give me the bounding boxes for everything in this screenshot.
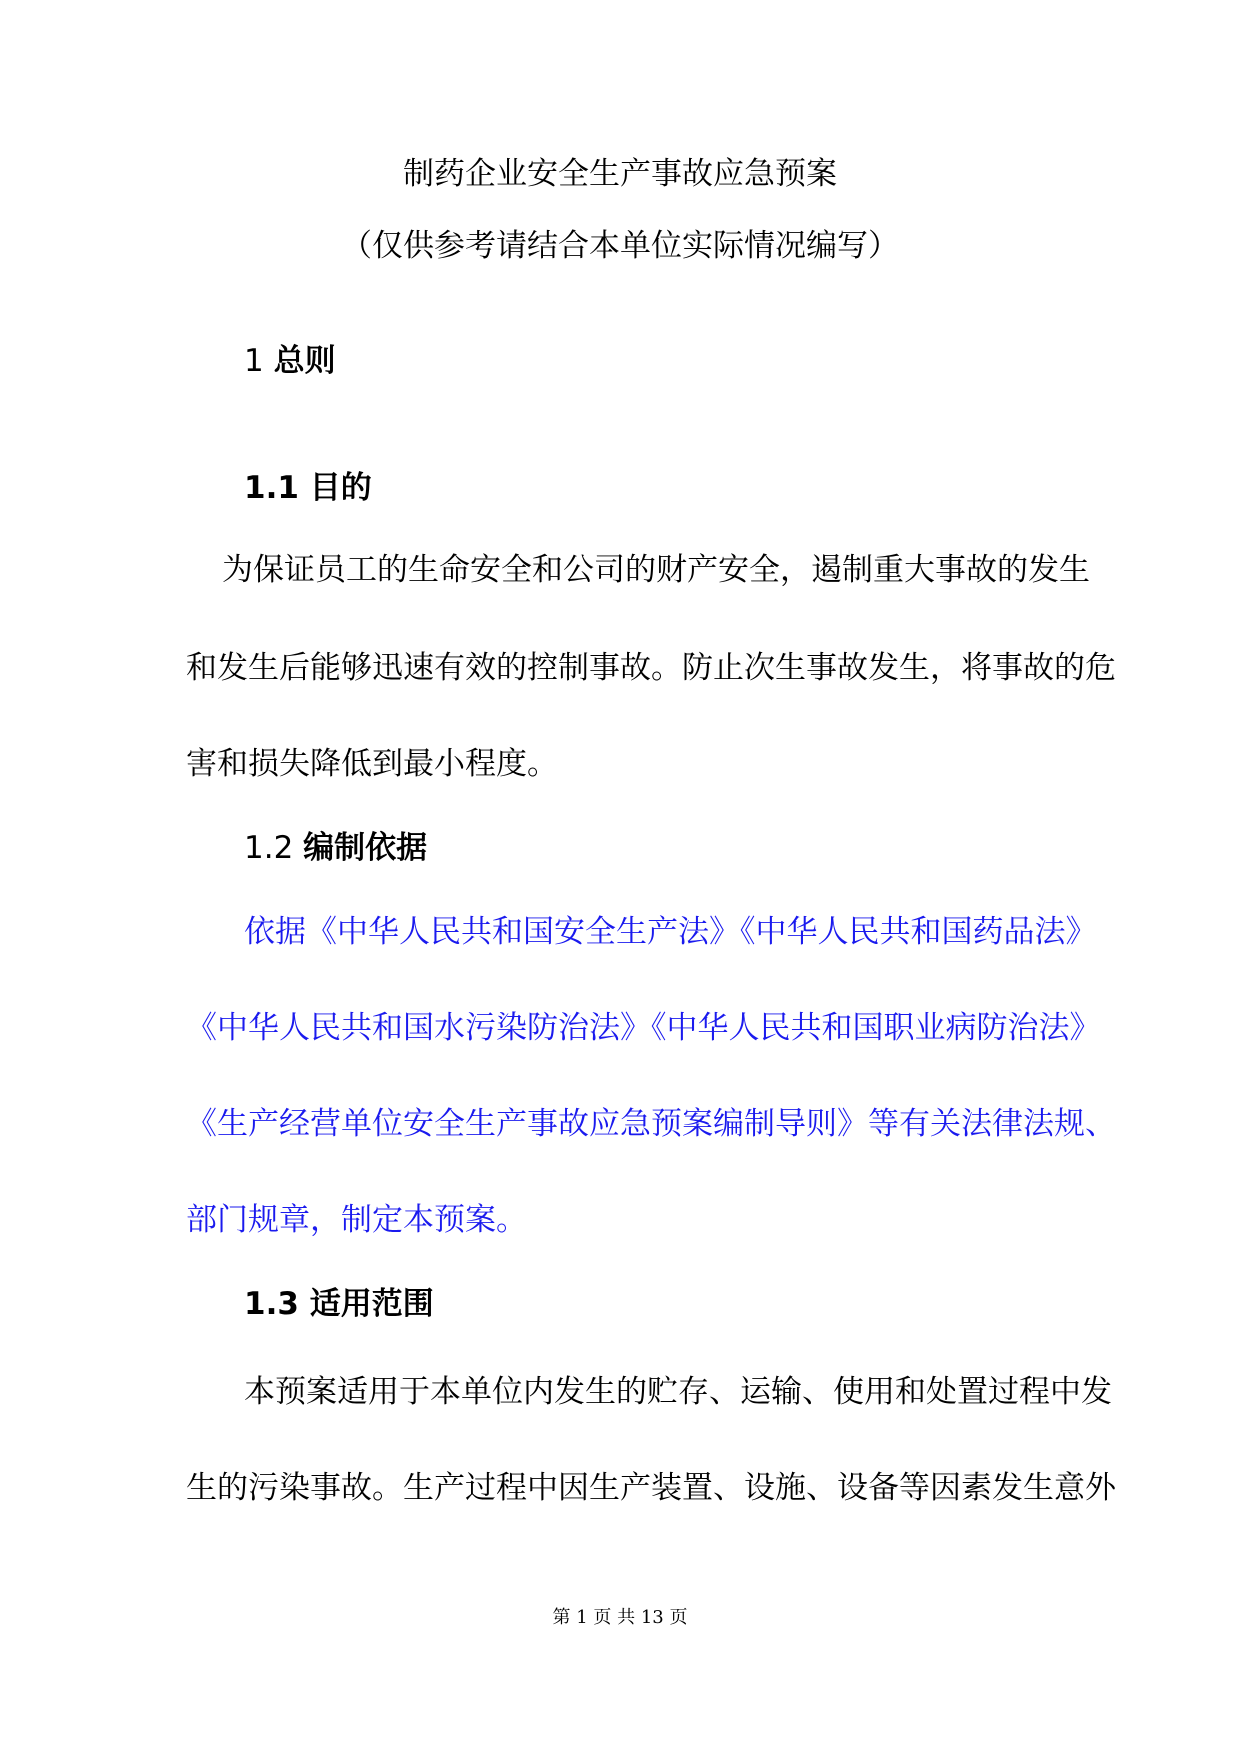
highlighted-paragraph-line: 依据《中华人民共和国安全生产法》《中华人民共和国药品法》: [244, 914, 1097, 950]
section-1-heading: [244, 341, 336, 381]
section-1-number: 1: [244, 343, 264, 379]
section-1-title: 总则: [273, 343, 336, 379]
section-1-1-heading: 1.1 目的: [244, 470, 372, 506]
paragraph-line: 为保证员工的生命安全和公司的财产安全，遏制重大事故的发生: [222, 552, 1090, 588]
paragraph-line: 本预案适用于本单位内发生的贮存、运输、使用和处置过程中发: [244, 1374, 1112, 1410]
paragraph-line: 害和损失降低到最小程度。: [186, 746, 558, 782]
section-1-3-heading: 1.3 适用范围: [244, 1286, 434, 1322]
paragraph-line: 生的污染事故。生产过程中因生产装置、设施、设备等因素发生意外: [186, 1470, 1116, 1506]
highlighted-paragraph-line: 部门规章，制定本预案。: [186, 1202, 527, 1238]
highlighted-paragraph-line: 《生产经营单位安全生产事故应急预案编制导则》等有关法律法规、: [186, 1106, 1116, 1142]
page-number-footer: 第 1 页 共 13 页: [552, 1607, 688, 1628]
highlighted-paragraph-line: 《中华人民共和国水污染防治法》《中华人民共和国职业病防治法》: [186, 1010, 1101, 1046]
section-1-2-title: 编制依据: [303, 830, 428, 866]
document-title: 制药企业安全生产事故应急预案: [403, 156, 837, 192]
section-1-2-heading: [244, 828, 427, 868]
section-1-2-number: 1.2: [244, 830, 294, 866]
document-subtitle: （仅供参考请结合本单位实际情况编写）: [341, 228, 899, 264]
paragraph-line: 和发生后能够迅速有效的控制事故。防止次生事故发生，将事故的危: [186, 650, 1116, 686]
